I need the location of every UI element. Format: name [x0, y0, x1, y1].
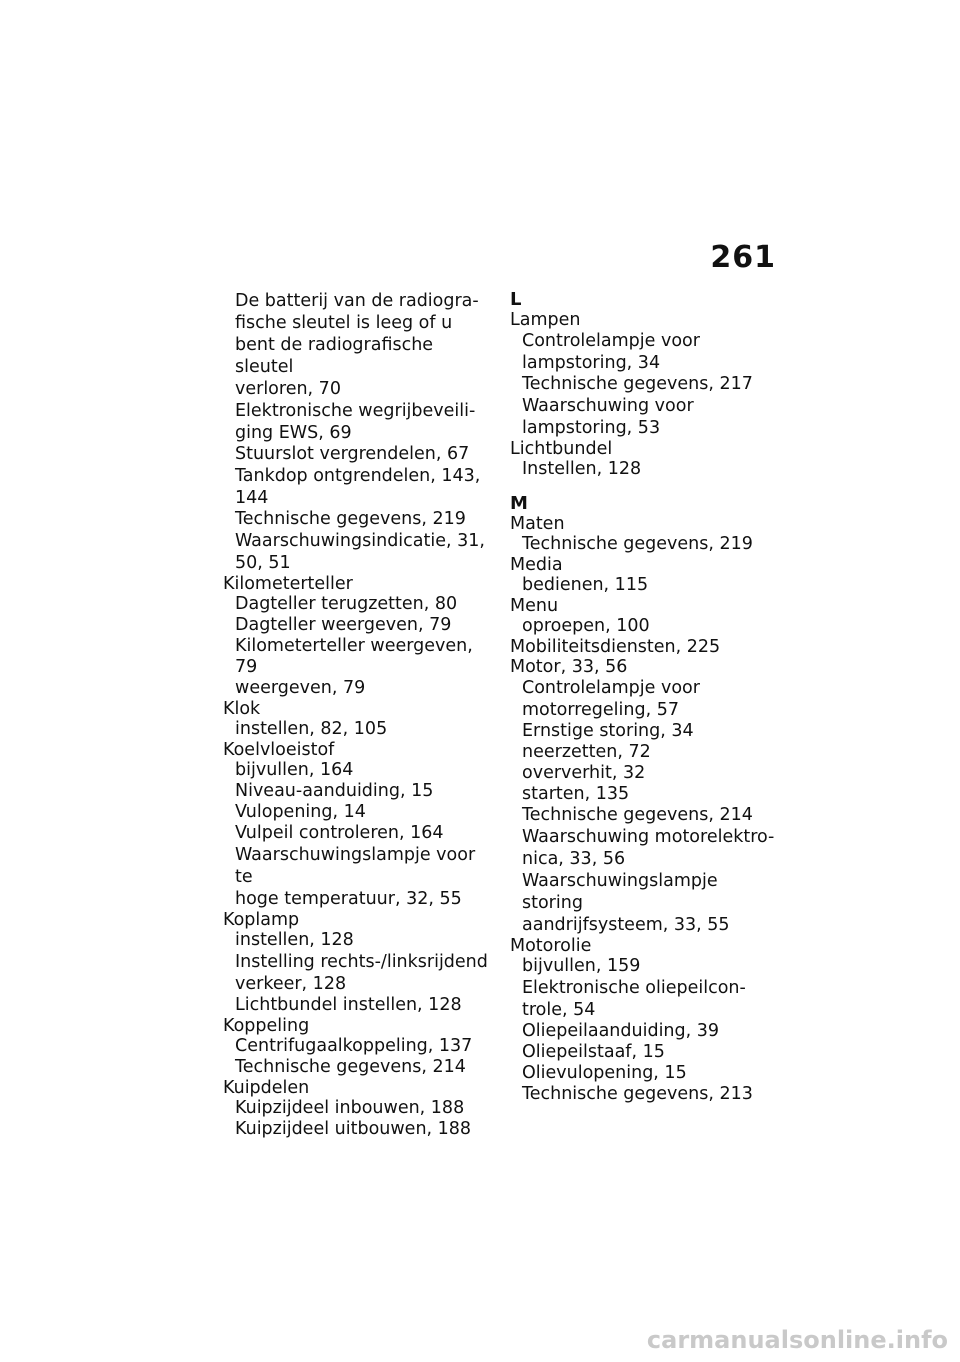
index-sub-entry — [510, 395, 780, 439]
index-entry-line: Kuipzijdeel inbouwen, 188 — [235, 1098, 465, 1118]
index-entry-line: Kilometerteller weergeven, 79 — [235, 636, 473, 677]
index-entry-line: trole, 54 — [522, 1000, 596, 1020]
index-sub-entry — [510, 330, 780, 374]
index-entry-line: Lampen — [510, 310, 581, 330]
page-number: 261 — [710, 240, 776, 275]
index-sub-entry — [510, 805, 780, 826]
index-sub-entry — [223, 951, 495, 995]
index-entry-line: Stuurslot vergrendelen, 67 — [235, 444, 470, 464]
index-sub-entry — [223, 509, 495, 530]
index-entry-line: M — [510, 493, 528, 514]
index-sub-entry — [510, 534, 780, 555]
index-entry-line: verloren, 70 — [235, 379, 341, 399]
index-sub-entry — [223, 615, 495, 636]
index-sub-entry — [510, 1042, 780, 1063]
index-entry-line: Klok — [223, 699, 261, 719]
index-entry-line: oproepen, 100 — [522, 616, 650, 636]
index-sub-entry — [510, 677, 780, 721]
index-entry-line: bijvullen, 159 — [522, 956, 641, 976]
index-entry-line: aandrijfsysteem, 33, 55 — [522, 915, 730, 935]
index-entry-line: Koplamp — [223, 910, 300, 930]
index-entry-line: Waarschuwing motorelektro- — [522, 827, 775, 847]
index-entry-line: Maten — [510, 514, 565, 534]
index-entry-line: Kilometerteller — [223, 574, 353, 594]
index-main-entry — [510, 514, 780, 534]
index-entry-line: Ernstige storing, 34 — [522, 721, 694, 741]
index-sub-entry — [223, 760, 495, 781]
index-sub-entry — [223, 1057, 495, 1078]
index-sub-entry — [223, 594, 495, 615]
index-entry-line: fische sleutel is leeg of u — [235, 313, 453, 333]
index-entry-line: Vulpeil controleren, 164 — [235, 823, 444, 843]
index-entry-line: Dagteller terugzetten, 80 — [235, 594, 458, 614]
index-entry-line: Motor, 33, 56 — [510, 657, 628, 677]
index-entry-line: Controlelampje voor — [522, 678, 700, 698]
index-entry-line: Centrifugaalkoppeling, 137 — [235, 1036, 473, 1056]
index-entry-line: Technische gegevens, 219 — [522, 534, 753, 554]
index-sub-entry — [223, 400, 495, 444]
index-sub-entry — [510, 374, 780, 395]
index-sub-entry — [510, 956, 780, 977]
index-main-entry — [510, 936, 780, 956]
index-entry-line: Waarschuwing voor — [522, 396, 694, 416]
index-entry-line: Menu — [510, 596, 559, 616]
watermark: carmanualsonline.info — [646, 1326, 948, 1354]
index-main-entry — [223, 699, 495, 719]
index-entry-line: Technische gegevens, 217 — [522, 374, 753, 394]
index-sub-entry — [223, 1119, 495, 1140]
index-sub-entry — [223, 465, 495, 509]
index-entry-line: Controlelampje voor — [522, 331, 700, 351]
index-sub-entry — [223, 930, 495, 951]
index-entry-line: weergeven, 79 — [235, 678, 366, 698]
index-entry-line: bent de radiografische sleutel — [235, 335, 434, 377]
index-column-left — [223, 290, 495, 1140]
index-sub-entry — [223, 636, 495, 678]
index-entry-line: Instelling rechts-/linksrijdend — [235, 952, 488, 972]
index-entry-line: Oliepeilstaaf, 15 — [522, 1042, 665, 1062]
index-entry-line: motorregeling, 57 — [522, 700, 679, 720]
index-sub-entry — [510, 1084, 780, 1105]
index-main-entry — [510, 637, 780, 657]
index-main-entry — [510, 439, 780, 459]
index-sub-entry — [223, 995, 495, 1016]
index-entry-line: Koppeling — [223, 1016, 310, 1036]
index-sub-entry — [510, 616, 780, 637]
index-entry-line: Oliepeilaanduiding, 39 — [522, 1021, 720, 1041]
index-entry-line: instellen, 82, 105 — [235, 719, 388, 739]
index-entry-line: Technische gegevens, 214 — [235, 1057, 466, 1077]
index-sub-entry — [223, 1036, 495, 1057]
index-sub-entry — [510, 1063, 780, 1084]
index-sub-entry — [510, 742, 780, 763]
index-sub-entry — [223, 1098, 495, 1119]
index-entry-line: Lichtbundel instellen, 128 — [235, 995, 462, 1015]
index-entry-line: hoge temperatuur, 32, 55 — [235, 889, 462, 909]
index-sub-entry — [510, 721, 780, 742]
index-entry-line: Motorolie — [510, 936, 592, 956]
index-entry-line: Olievulopening, 15 — [522, 1063, 687, 1083]
index-main-entry — [223, 1078, 495, 1098]
index-main-entry — [223, 1016, 495, 1036]
index-entry-line: Instellen, 128 — [522, 459, 642, 479]
index-entry-line: 50, 51 — [235, 553, 291, 573]
index-sub-entry — [510, 763, 780, 784]
index-entry-line: Kuipdelen — [223, 1078, 310, 1098]
index-main-entry — [223, 740, 495, 760]
index-sub-entry — [223, 290, 495, 400]
index-sub-entry — [510, 575, 780, 596]
index-entry-line: neerzetten, 72 — [522, 742, 651, 762]
index-main-entry — [510, 657, 780, 677]
index-entry-line: ging EWS, 69 — [235, 423, 352, 443]
index-main-entry — [223, 910, 495, 930]
index-main-entry — [510, 310, 780, 330]
index-main-entry — [223, 574, 495, 594]
index-sub-entry — [223, 678, 495, 699]
index-entry-line: De batterij van de radiogra- — [235, 291, 479, 311]
index-sub-entry — [223, 719, 495, 740]
index-sub-entry — [510, 1021, 780, 1042]
index-sub-entry — [510, 826, 780, 870]
index-entry-line: Technische gegevens, 219 — [235, 509, 466, 529]
index-entry-line: verkeer, 128 — [235, 974, 347, 994]
index-entry-line: nica, 33, 56 — [522, 849, 626, 869]
index-entry-line: Technische gegevens, 214 — [522, 805, 753, 825]
index-sub-entry — [510, 459, 780, 480]
index-letter-heading — [510, 290, 780, 310]
index-entry-line: Niveau-aanduiding, 15 — [235, 781, 434, 801]
index-main-entry — [510, 555, 780, 575]
index-column-right — [510, 290, 780, 1105]
index-entry-line: lampstoring, 53 — [522, 418, 661, 438]
index-entry-line: Elektronische wegrijbeveili- — [235, 401, 476, 421]
index-entry-line: Tankdop ontgrendelen, 143, — [235, 466, 481, 486]
index-entry-line: oververhit, 32 — [522, 763, 646, 783]
index-sub-entry — [223, 844, 495, 910]
index-entry-line: Kuipzijdeel uitbouwen, 188 — [235, 1119, 472, 1139]
index-entry-line: starten, 135 — [522, 784, 630, 804]
index-entry-line: instellen, 128 — [235, 930, 354, 950]
index-sub-entry — [223, 802, 495, 823]
index-sub-entry — [510, 784, 780, 805]
index-entry-line: Media — [510, 555, 563, 575]
index-entry-line: Dagteller weergeven, 79 — [235, 615, 452, 635]
index-sub-entry — [510, 977, 780, 1021]
index-sub-entry — [223, 530, 495, 574]
index-entry-line: Technische gegevens, 213 — [522, 1084, 753, 1104]
index-entry-line: bijvullen, 164 — [235, 760, 354, 780]
index-letter-heading — [510, 494, 780, 514]
index-entry-line: 144 — [235, 488, 269, 508]
index-entry-line: Mobiliteitsdiensten, 225 — [510, 637, 721, 657]
index-entry-line: lampstoring, 34 — [522, 353, 661, 373]
index-entry-line: Waarschuwingslampje storing — [522, 871, 718, 913]
index-entry-line: Waarschuwingslampje voor te — [235, 845, 476, 887]
index-entry-line: Lichtbundel — [510, 439, 613, 459]
index-sub-entry — [223, 823, 495, 844]
index-main-entry — [510, 596, 780, 616]
index-sub-entry — [223, 444, 495, 465]
index-entry-line: L — [510, 289, 522, 310]
index-entry-line: Koelvloeistof — [223, 740, 335, 760]
index-entry-line: Vulopening, 14 — [235, 802, 366, 822]
index-sub-entry — [223, 781, 495, 802]
index-sub-entry — [510, 870, 780, 936]
index-entry-line: Waarschuwingsindicatie, 31, — [235, 531, 485, 551]
index-entry-line: bedienen, 115 — [522, 575, 649, 595]
index-entry-line: Elektronische oliepeilcon- — [522, 978, 746, 998]
